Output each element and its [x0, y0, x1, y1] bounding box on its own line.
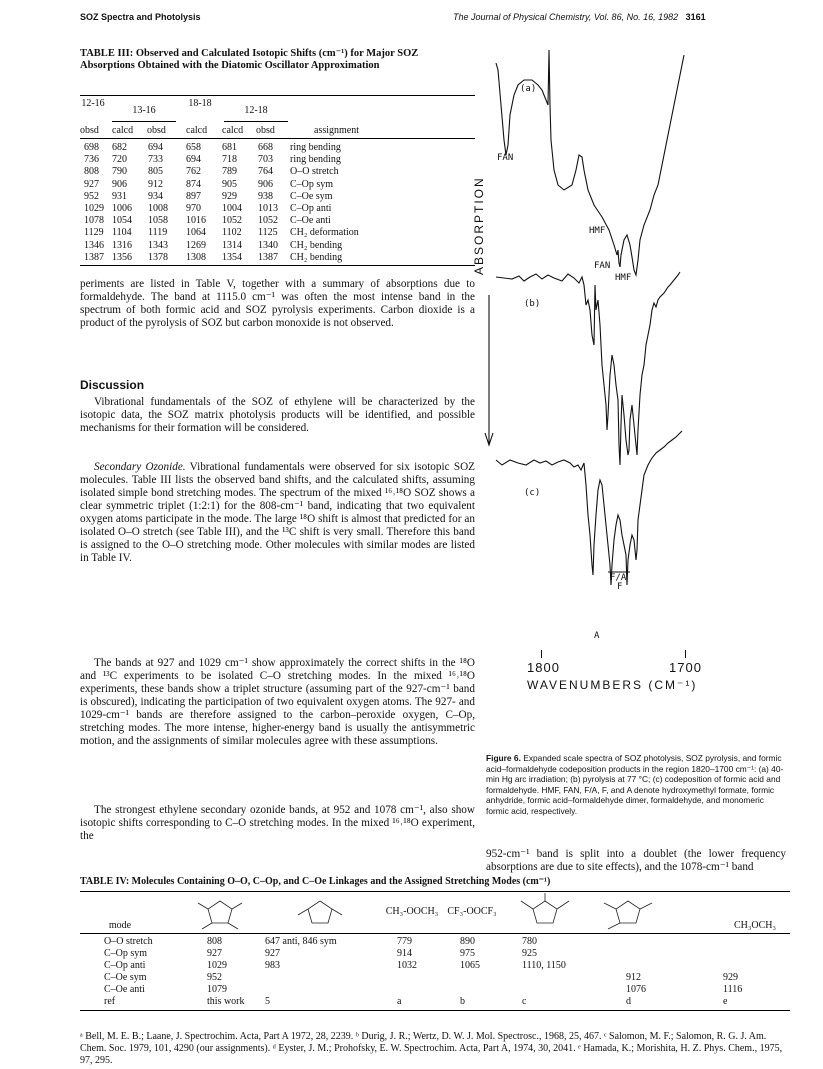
table3-cell: 1006: [112, 203, 132, 214]
table4-cell: 890: [460, 936, 475, 947]
table4-cell: ref: [104, 996, 116, 1007]
table3-subhead: calcd: [112, 125, 134, 136]
table4-cell: 1065: [460, 960, 480, 971]
table3-row: [80, 166, 480, 178]
table3-cell: C–Oe sym: [290, 190, 333, 202]
spectrum-trace-c: [496, 431, 682, 585]
table3-cell: 1378: [148, 251, 168, 263]
table3-cell: 1102: [222, 227, 242, 239]
table3-group-12-16: 12-16: [81, 98, 105, 109]
spectra-figure: [484, 45, 774, 585]
table4-cell: this work: [207, 996, 245, 1007]
table4-cell: C–Oe sym: [104, 972, 147, 983]
table3-row: [80, 142, 480, 154]
table3-cell: C–Oe anti: [290, 215, 331, 227]
table4-cell: 925: [522, 948, 537, 959]
peak-label-fa-c: F/A: [610, 573, 627, 583]
ether-ring-structure-icon: [598, 893, 658, 933]
table4-cell: 647 anti, 846 sym: [265, 936, 337, 947]
peak-label-hmf-a: HMF: [589, 226, 606, 236]
table3-top-rule: [80, 95, 475, 96]
figure-y-axis-label: ABSORPTION: [472, 176, 486, 275]
paragraph: The strongest ethylene secondary ozonide bands, at 952 and 1078 cm⁻¹, also show isotopic shifts corresponding to C–O stretching modes. In the mixed ¹⁶˒¹⁸O experiment, the: [80, 804, 475, 842]
table3-cell: 906: [112, 178, 127, 190]
table3-cell: 694: [148, 142, 163, 153]
table3-cell: 1346: [84, 239, 104, 251]
table3-cell: 952: [84, 190, 99, 202]
table3-cell: 1343: [148, 239, 168, 251]
table3-cell: 736: [84, 154, 99, 166]
panel-label-b: (b): [524, 299, 541, 309]
table3-cell: 682: [112, 142, 127, 153]
table3-cell: 1269: [186, 239, 206, 251]
table3-cell: 874: [186, 178, 201, 190]
x-tick-1800: [541, 650, 542, 658]
table3-cell: 764: [258, 166, 273, 178]
table4-cell: C–Oe anti: [104, 984, 145, 995]
table3-row: [80, 179, 480, 191]
table3-cell: 1029: [84, 203, 104, 214]
table3-cell: 1125: [258, 227, 278, 239]
table4-cell: 780: [522, 936, 537, 947]
table3-cell: 897: [186, 190, 201, 202]
table4-cell: 1076: [626, 984, 646, 995]
table4-cell: d: [626, 996, 631, 1007]
table3-cell: 912: [148, 178, 163, 190]
table4-cell: 1029: [207, 960, 227, 971]
table4-cell: O–O stretch: [104, 936, 153, 947]
table3-cell: 1016: [186, 215, 206, 227]
table3-cell: O–O stretch: [290, 166, 339, 178]
table4-row: [80, 972, 790, 984]
table3-cell: CH₂ deformation: [290, 227, 359, 239]
table3-title: TABLE III: Observed and Calculated Isotopic Shifts (cm⁻¹) for Major SOZ Absorptions Obtained with the Diatomic Oscillator Approximation: [80, 48, 419, 71]
table3-cell: 694: [186, 154, 201, 166]
table4-row: [80, 960, 790, 972]
table4-footnotes: ᵃ Bell, M. E. B.; Laane, J. Spectrochim. Acta, Part A 1972, 28, 2239. ᵇ Durig, J. R.; Wertz, D. W. J. Mol. Spectrosc., 1968, 25, 467. ᶜ Salomon, M. F.; Salomon, R. G. J. Am. Chem. Soc. 1979, 101, 4290 (our assignments). ᵈ Eyster, J. M.; Prohofsky, E. W. Spectrochim. Acta, Part A, 1974, 30, 2041. ᵉ Hamada, K.; Morishita, H. Z. Phys. Chem., 1975, 97, 295.: [80, 1031, 783, 1066]
table3-bottom-rule: [80, 265, 475, 266]
table4-cell: 929: [723, 972, 738, 983]
table3-cell: 1129: [84, 227, 104, 239]
peak-label-fan-a: FAN: [497, 153, 514, 163]
table3-cell: 1013: [258, 203, 278, 214]
table3-cell: 1354: [222, 251, 242, 263]
table4-cell: c: [522, 996, 527, 1007]
table4-cell: b: [460, 996, 465, 1007]
table3-group-rule: [224, 121, 288, 122]
table3-group-18-18: 18-18: [188, 98, 212, 109]
table3-row: [80, 240, 480, 252]
table3-cell: 1004: [222, 203, 242, 214]
table4-cell: a: [397, 996, 402, 1007]
table4-cell: e: [723, 996, 728, 1007]
table3-cell: 1078: [84, 215, 104, 227]
table4-cell: 1110, 1150: [522, 960, 566, 971]
table4-head-cf3oo: CF₃-OOCF₃: [447, 906, 497, 917]
table3-subhead: obsd: [147, 125, 166, 136]
table3-cell: 1058: [148, 215, 168, 227]
table3-cell: 1008: [148, 203, 168, 214]
table3-subhead: obsd: [256, 125, 275, 136]
table3-subhead: calcd: [222, 125, 244, 136]
table3-cell: C–Op sym: [290, 178, 334, 190]
table4-row: [80, 936, 790, 948]
table3-cell: 658: [186, 142, 201, 153]
table3-cell: 1316: [112, 239, 132, 251]
table4-head-ch3och3: CH₃OCH₃: [734, 920, 776, 931]
table4-cell: 952: [207, 972, 222, 983]
ring-structure-icon: [290, 893, 350, 933]
table3-cell: 1054: [112, 215, 132, 227]
bicyclic-structure-icon: [515, 893, 575, 933]
peak-label-a-c: A: [594, 631, 600, 641]
table3-cell: 1387: [258, 251, 278, 263]
table3-cell: 720: [112, 154, 127, 166]
table4-cell: 927: [207, 948, 222, 959]
table3-row: [80, 191, 480, 203]
journal-citation: The Journal of Physical Chemistry, Vol. 86, No. 16, 1982: [453, 12, 679, 22]
table4-cell: 5: [265, 996, 270, 1007]
table3-cell: 733: [148, 154, 163, 166]
table3-row: [80, 215, 480, 227]
table4-cell: 808: [207, 936, 222, 947]
table3-row: [80, 252, 480, 264]
table3-row: [80, 227, 480, 239]
table3-cell: 1119: [148, 227, 168, 239]
table3-cell: 929: [222, 190, 237, 202]
paragraph-right: 952-cm⁻¹ band is split into a doublet (the lower frequency absorptions are due to site effects), and the 1078-cm⁻¹ band: [486, 848, 786, 873]
table4-cell: 1032: [397, 960, 417, 971]
table4-cell: 927: [265, 948, 280, 959]
table3-cell: 927: [84, 178, 99, 190]
table4-row: [80, 996, 790, 1008]
table3-cell: 718: [222, 154, 237, 166]
table3-cell: 1104: [112, 227, 132, 239]
paragraph: [80, 461, 475, 565]
table3-cell: 970: [186, 203, 201, 214]
table3-row: [80, 154, 480, 166]
running-header-right: [453, 12, 706, 22]
subsection-lead: Secondary Ozonide.: [94, 461, 186, 473]
table3-head-rule: [80, 138, 475, 139]
table3-cell: 789: [222, 166, 237, 178]
peak-label-fan-b: FAN: [594, 261, 611, 271]
paragraph: Vibrational fundamentals of the SOZ of ethylene will be characterized by the isotopic data, the SOZ matrix photolysis products will be identified, and possible mechanisms for their formation will be considered.: [80, 396, 475, 434]
peak-label-f-c: F: [617, 582, 623, 592]
peak-label-hmf-b: HMF: [615, 273, 632, 283]
table4-top-rule: [80, 891, 790, 892]
figure-caption-text: Expanded scale spectra of SOZ photolysis, SOZ pyrolysis, and formic acid–formaldehyde codeposition products in the region 1820–1700 cm⁻¹: (a) 40-min Hg arc irradiation; (b) pyrolysis at 77 °C; (c) codeposition of formic acid and formaldehyde. HMF, FAN, F/A, F, and A denote hydroxymethyl formate, formic anhydride, formic acid–formaldehyde dimer, formaldehyde, and monomeric formic acid, respectively.: [486, 753, 784, 816]
table3-cell: CH₂ bending: [290, 239, 343, 251]
table4-cell: C–Op anti: [104, 960, 146, 971]
panel-label-a: (a): [520, 84, 537, 94]
table3-subhead: assignment: [314, 125, 359, 136]
table3-row: [80, 203, 480, 215]
table3-cell: 1356: [112, 251, 132, 263]
table3-cell: C–Op anti: [290, 203, 332, 214]
table3-cell: ring bending: [290, 142, 341, 153]
table3-group-13-16: 13-16: [132, 105, 156, 116]
section-heading: Discussion: [80, 378, 145, 392]
table4-cell: 912: [626, 972, 641, 983]
paragraph: periments are listed in Table V, together with a summary of absorptions due to formaldehyde. The band at 1115.0 cm⁻¹ was often the most intense band in the spectrum of both formic acid and SOZ pyrolysis experiments. Carbon dioxide is a product of the pyrolysis of SOZ but carbon monoxide is not observed.: [80, 278, 475, 329]
paragraph: The bands at 927 and 1029 cm⁻¹ show approximately the correct shifts in the ¹⁸O and ¹³C experiments to be isolated C–O stretching modes. In the mixed ¹⁶˒¹⁸O experiments, these bands show a triplet structure (assuming part of the 927-cm⁻¹ band is obscured), indicating the participation of two equivalent oxygen atoms. The 927- and 1029-cm⁻¹ bands are therefore assigned to the carbon–peroxide oxygen, C–Op, stretching modes. The more intense, higher-energy band is usually the antisymmetric motion, and the assignments of similar molecules agree with these assumptions.: [80, 657, 475, 747]
x-tick-label-1700: 1700: [669, 660, 702, 675]
table3-cell: 1052: [222, 215, 242, 227]
table3-group-rule: [112, 121, 176, 122]
table3-cell: 762: [186, 166, 201, 178]
figure-caption: [486, 753, 786, 816]
table4-cell: 779: [397, 936, 412, 947]
table3-cell: 906: [258, 178, 273, 190]
table3-cell: 805: [148, 166, 163, 178]
table3-cell: 931: [112, 190, 127, 202]
table4-head-rule: [80, 933, 790, 934]
table3-cell: 668: [258, 142, 273, 153]
table3-cell: 698: [84, 142, 99, 153]
table4-head-mode: mode: [108, 920, 132, 931]
table3-cell: 790: [112, 166, 127, 178]
paragraph-body: Vibrational fundamentals were observed for six isotopic SOZ molecules. Table III lists the observed band shifts, and the calculated shifts, assuming isolated simple bond stretching modes. The spectrum of the mixed ¹⁶˒¹⁸O SOZ shows a clear symmetric triplet (1:2:1) for the 808-cm⁻¹ band, indicating that two equivalent oxygen atoms participate in the mode. The large ¹⁸O shift is almost that predicted for an isolated O–O stretch (see Table III), and the ¹³C shift is very small. Therefore this band is assigned to the O–O stretching mode. Other molecules with similar modes are listed in Table IV.: [80, 461, 475, 564]
table4-cell: 914: [397, 948, 412, 959]
figure-caption-lead: Figure 6.: [486, 753, 521, 763]
table4-cell: 983: [265, 960, 280, 971]
soz-structure-icon: [190, 893, 250, 933]
table3-cell: 905: [222, 178, 237, 190]
table4-cell: 1079: [207, 984, 227, 995]
table4-cell: 1116: [723, 984, 743, 995]
table3-cell: 1064: [186, 227, 206, 239]
table4-row: [80, 948, 790, 960]
table4-row: [80, 984, 790, 996]
table3-cell: 703: [258, 154, 273, 166]
table3-cell: 1387: [84, 251, 104, 263]
table3-cell: 1340: [258, 239, 278, 251]
table3-cell: 938: [258, 190, 273, 202]
table3-subhead: calcd: [186, 125, 208, 136]
table3-cell: ring bending: [290, 154, 341, 166]
x-axis-label: WAVENUMBERS (CM⁻¹): [527, 678, 698, 692]
table4-bottom-rule: [80, 1010, 790, 1011]
table3-cell: 934: [148, 190, 163, 202]
page-number: 3161: [685, 12, 706, 22]
table4-cell: C–Op sym: [104, 948, 148, 959]
x-tick-label-1800: 1800: [527, 660, 560, 675]
table3-cell: 808: [84, 166, 99, 178]
table3-group-12-18: 12-18: [244, 105, 268, 116]
x-tick-1700: [685, 650, 686, 658]
table3-cell: 1052: [258, 215, 278, 227]
running-header-left: SOZ Spectra and Photolysis: [80, 12, 201, 22]
spectra-plot: [484, 45, 774, 585]
panel-label-c: (c): [524, 488, 541, 498]
table3-subhead: obsd: [80, 125, 99, 136]
table4-cell: 975: [460, 948, 475, 959]
table3-cell: CH₂ bending: [290, 251, 343, 263]
table3-cell: 1314: [222, 239, 242, 251]
table4-title: TABLE IV: Molecules Containing O–O, C–Op, and C–Oe Linkages and the Assigned Stretching Modes (cm⁻¹): [80, 876, 551, 887]
table4-head-ch3oo: CH₃-OOCH₃: [385, 906, 439, 917]
table3-cell: 681: [222, 142, 237, 153]
table3-cell: 1308: [186, 251, 206, 263]
